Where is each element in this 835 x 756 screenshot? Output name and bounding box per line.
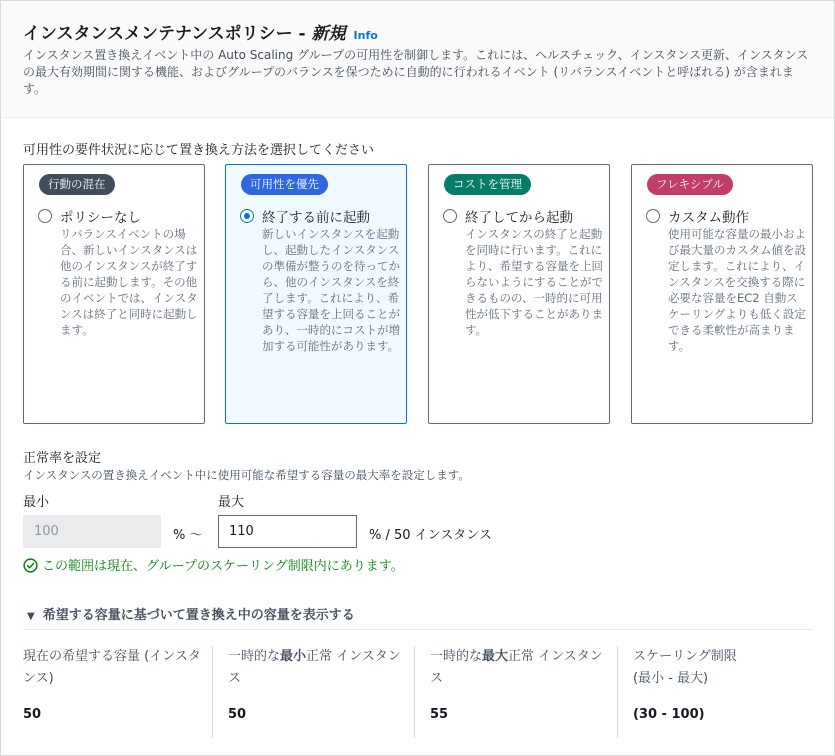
option-card-terminate-and-launch[interactable] <box>428 164 610 424</box>
option-description: リバランスイベントの場合、新しいインスタンスは他のインスタンスが終了する前に起動します。その他のイベントでは、インスタンスは終了と同時に起動します。 <box>60 227 198 337</box>
option-title: 終了する前に起動 <box>262 210 370 226</box>
option-card-no-policy[interactable] <box>23 164 205 424</box>
col-value: 50 <box>23 707 42 722</box>
badge-control-costs: コストを管理 <box>444 174 531 195</box>
col-label <box>228 646 402 690</box>
col-label <box>23 646 203 690</box>
col-label-text: 一時的な <box>228 649 281 664</box>
capacity-toggle-label: 希望する容量に基づいて置き換え中の容量を表示する <box>42 608 355 623</box>
col-label-emphasis: 最大 <box>482 649 509 664</box>
instances-suffix: % / 50 インスタンス <box>369 528 492 543</box>
col-value: 55 <box>430 707 449 722</box>
max-healthy-input[interactable]: 110 <box>218 515 357 548</box>
col-label-emphasis: 最小 <box>280 649 307 664</box>
option-description: インスタンスの終了と起動を同時に行います。これにより、希望する容量を上回らないようにすることができるものの、一時的に可用性が低下することがあります。 <box>465 227 603 337</box>
option-title: ポリシーなし <box>60 210 141 226</box>
option-title: 終了してから起動 <box>465 210 573 226</box>
title-new: 新規 <box>311 24 346 44</box>
max-label: 最大 <box>218 495 245 510</box>
radio-custom-behavior[interactable] <box>646 209 660 223</box>
health-rate-title: 正常率を設定 <box>23 451 102 466</box>
panel-header <box>1 1 834 118</box>
col-label-text: 正常 インスタンス <box>430 649 603 686</box>
min-healthy-input[interactable]: 100 <box>23 515 161 548</box>
validation-status-text: この範囲は現在、グループのスケーリング制限内にあります。 <box>42 559 404 574</box>
option-title: カスタム動作 <box>668 210 749 226</box>
range-separator: % 〜 <box>173 528 203 543</box>
col-label-text: 現在の希望する容量 (インスタンス) <box>23 649 201 686</box>
validation-status <box>23 555 404 577</box>
col-label-text: 正常 インスタンス <box>228 649 401 686</box>
col-value: 50 <box>228 707 247 722</box>
capacity-col-scaling-limits <box>617 646 807 738</box>
capacity-col-min-healthy <box>212 646 402 738</box>
option-description: 使用可能な容量の最小および最大量のカスタム値を設定します。これにより、インスタンスを交換する際に必要な容量をEC2 自動スケーリングよりも低く設定できる柔軟性が高まります。 <box>668 227 806 353</box>
option-card-launch-before-terminate[interactable] <box>225 164 407 424</box>
caret-down-icon: ▼ <box>27 611 35 622</box>
capacity-expand-toggle[interactable] <box>27 604 355 623</box>
badge-mixed-behavior: 行動の混在 <box>39 174 115 195</box>
col-value: (30 - 100) <box>633 707 705 722</box>
col-label-text: スケーリング制限 <box>633 649 737 664</box>
min-label: 最小 <box>23 495 50 510</box>
info-link[interactable]: Info <box>353 29 378 42</box>
header-description: インスタンス置き換えイベント中の Auto Scaling グループの可用性を制御します。これには、ヘルスチェック、インスタンス更新、インスタンスの最大有効期間に関する機能、およびグループのバランスを保つために自動的に行われるイベント (リバランスイベントと呼ばれる) が含まれます。 <box>23 48 809 96</box>
title-main: インスタンスメンテナンスポリシー - <box>23 24 312 44</box>
page-title <box>23 19 378 44</box>
col-label-text: (最小 - 最大) <box>633 671 709 686</box>
health-rate-description: インスタンスの置き換えイベント中に使用可能な希望する容量の最大率を設定します。 <box>23 468 470 482</box>
replacement-method-label: 可用性の要件状況に応じて置き換え方法を選択してください <box>23 143 375 158</box>
radio-launch-before-terminate[interactable] <box>240 209 254 223</box>
col-label <box>633 646 807 690</box>
badge-prioritize-availability: 可用性を優先 <box>241 174 328 195</box>
option-description: 新しいインスタンスを起動し、起動したインスタンスの準備が整うのを待ってから、他のインスタンスを終了します。これにより、希望する容量を上回ることがあり、一時的にコストが増加する可能性があります。 <box>262 227 400 353</box>
radio-terminate-and-launch[interactable] <box>443 209 457 223</box>
col-label <box>430 646 604 690</box>
radio-no-policy[interactable] <box>38 209 52 223</box>
badge-flexible: フレキシブル <box>647 174 733 195</box>
capacity-col-max-healthy <box>414 646 604 738</box>
capacity-col-desired <box>23 646 203 738</box>
success-check-icon <box>23 558 38 577</box>
option-card-custom-behavior[interactable] <box>631 164 813 424</box>
divider <box>23 629 813 630</box>
col-label-text: 一時的な <box>430 649 483 664</box>
